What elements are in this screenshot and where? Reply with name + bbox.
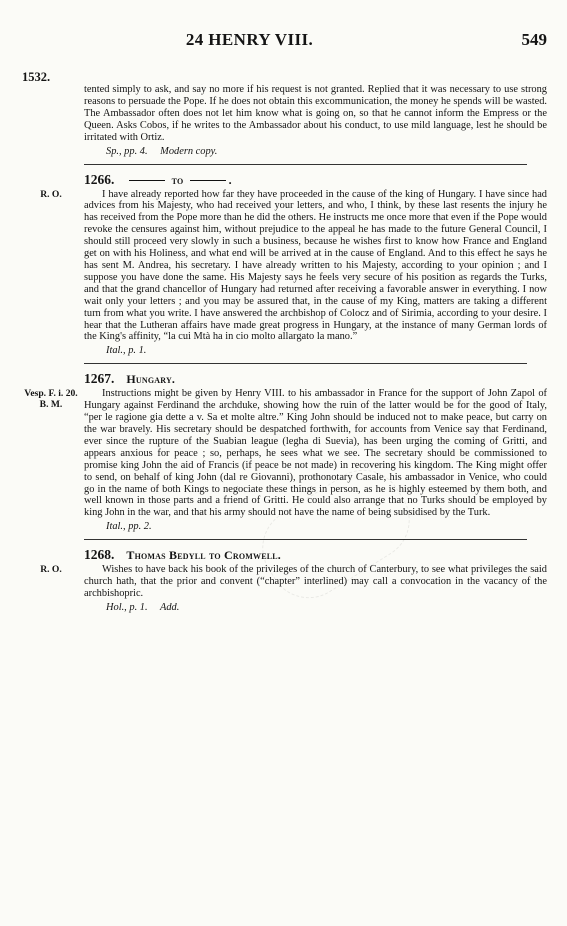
source-format: Ital., pp. 2. — [106, 521, 152, 533]
entry-title-end: . — [228, 172, 232, 187]
running-header — [22, 26, 547, 48]
entry-number: 1267. — [84, 371, 115, 387]
running-title: 24 HENRY VIII. — [185, 30, 314, 49]
entry-divider — [84, 363, 527, 364]
source-format: Ital., p. 1. — [106, 345, 147, 357]
entry-heading — [84, 172, 547, 187]
entry-title-word: to — [171, 172, 184, 187]
entry-text: tented simply to ask, and say no more if his request is not granted. Replied that it was necessary to use strong reasons to persuade the Pope. If he does not obtain this excommunication, the money he spends will be wasted. The Ambassador often does not let him know what is going on, so that he cannot inform the Empress or the Queen. Asks Cobos, if he writes to the Ambassador about his conduct, to use mild language, lest he should be irritated with Ortiz. — [84, 84, 547, 143]
entry-body — [84, 388, 547, 519]
entry-body — [84, 84, 547, 144]
entry-text: Wishes to have back his book of the privileges of the church of Canterbury, to see what privileges the said church hath, that the prior and convent (“chapter” interlined) may call a convocation in the vacancy of the archbishopric. — [84, 564, 547, 600]
entry-text: Instructions might be given by Henry VIII. to his ambassador in France for the support of John Zapol of Hungary against Ferdinand the archduke, showing how the ruin of the latter would be for the good of Italy, “per le ragione gia dette a v. Sa et molte altre.” King John should be induced not to make peace, but carry on the war bravely. His secretary should be despatched forthwith, for accounts from Venice say that Ferdinand, ever since the rupture of the Suabian league (legha di Suevia), has been urging the coming of Gritti, and appears anxious for peace ; so, perhaps, he sees what we see. The secretary should be commissioned to promise king John the aid of Francis (if peace be not made) in recovering his kingdom. The King might offer to send, on behalf of king John (dal re Giovanni), prothonotary Casale, his ambassador in Venice, who could go in the name of both Kings to negociate these things in person, as he is highly esteemed by them both, and well known in those parts and a friend of Gritti. He could also arrange that no Turks should be employed by king John in the war, and that his army should not have the name of being subsidised by the Turk. — [84, 388, 547, 519]
source-action: Add. — [160, 602, 180, 613]
source-note — [106, 146, 547, 158]
entry-text: I have already reported how far they have proceeded in the cause of the king of Hungary. I have since had advices from his Majesty, who had received your letters, and who, I think, by these last resents the injury he has received from the Pope more than he did the others. He instructs me once more that even if the Pope would revoke the censures against him, without prejudice to the appeal he has made to the future General Council, I should still proceed very slowly in such a business, because he wishes first to know how France and England get on with his Holiness, and what end will be arrived at in the cause of England. And to this effect he says he has sent M. Andrea, his secretary. I have already written to his Majesty, according to your opinion ; and I suppose you have done the same. His Majesty says he feels very secure of his position as regards the Turks, and that the grand chancellor of Hungary had returned after receiving a favorable answer in everything. I now wait only your letters ; and you may be assured that, in the cause of my King, matters are taking a different turn from what you write. I have answered the archbishop of Colocz and of Sirimia, according to your desire. I hear that the Lutheran affairs have made great progress in Hungary, at the instance of many German lords of the King's affinity, “la cui Mtà ha in cio molto allargato la mano.” — [84, 188, 547, 343]
source-format: Hol., p. 1. — [106, 602, 148, 613]
entry-number: 1266. — [84, 171, 115, 187]
year-marker: 1532. — [22, 70, 51, 84]
entry-1266 — [22, 172, 547, 358]
page-number: 549 — [521, 30, 547, 49]
continued-entry — [22, 84, 547, 158]
entry-body — [84, 564, 547, 600]
source-note — [106, 602, 547, 614]
margin-reference: R. O. — [40, 188, 62, 200]
source-format: Sp., pp. 4. — [106, 145, 148, 157]
entry-divider — [84, 539, 527, 540]
blank-dash — [129, 180, 165, 181]
entry-heading — [84, 547, 547, 562]
entry-1267 — [22, 371, 547, 533]
source-note — [106, 521, 547, 533]
entry-divider — [84, 164, 527, 165]
source-note — [106, 345, 547, 357]
entry-title: Thomas Bedyll to Cromwell. — [126, 548, 282, 563]
margin-reference: Vesp. F. i. 20. B. M. — [24, 388, 78, 411]
entry-body — [84, 189, 547, 344]
margin-reference: R. O. — [40, 564, 62, 576]
blank-dash — [190, 180, 226, 181]
entry-1268 — [22, 547, 547, 614]
entry-title: Hungary. — [126, 372, 176, 387]
source-copy: Modern copy. — [160, 145, 218, 157]
entry-number: 1268. — [84, 547, 115, 563]
entry-heading — [84, 371, 547, 386]
entry-title — [126, 173, 231, 188]
